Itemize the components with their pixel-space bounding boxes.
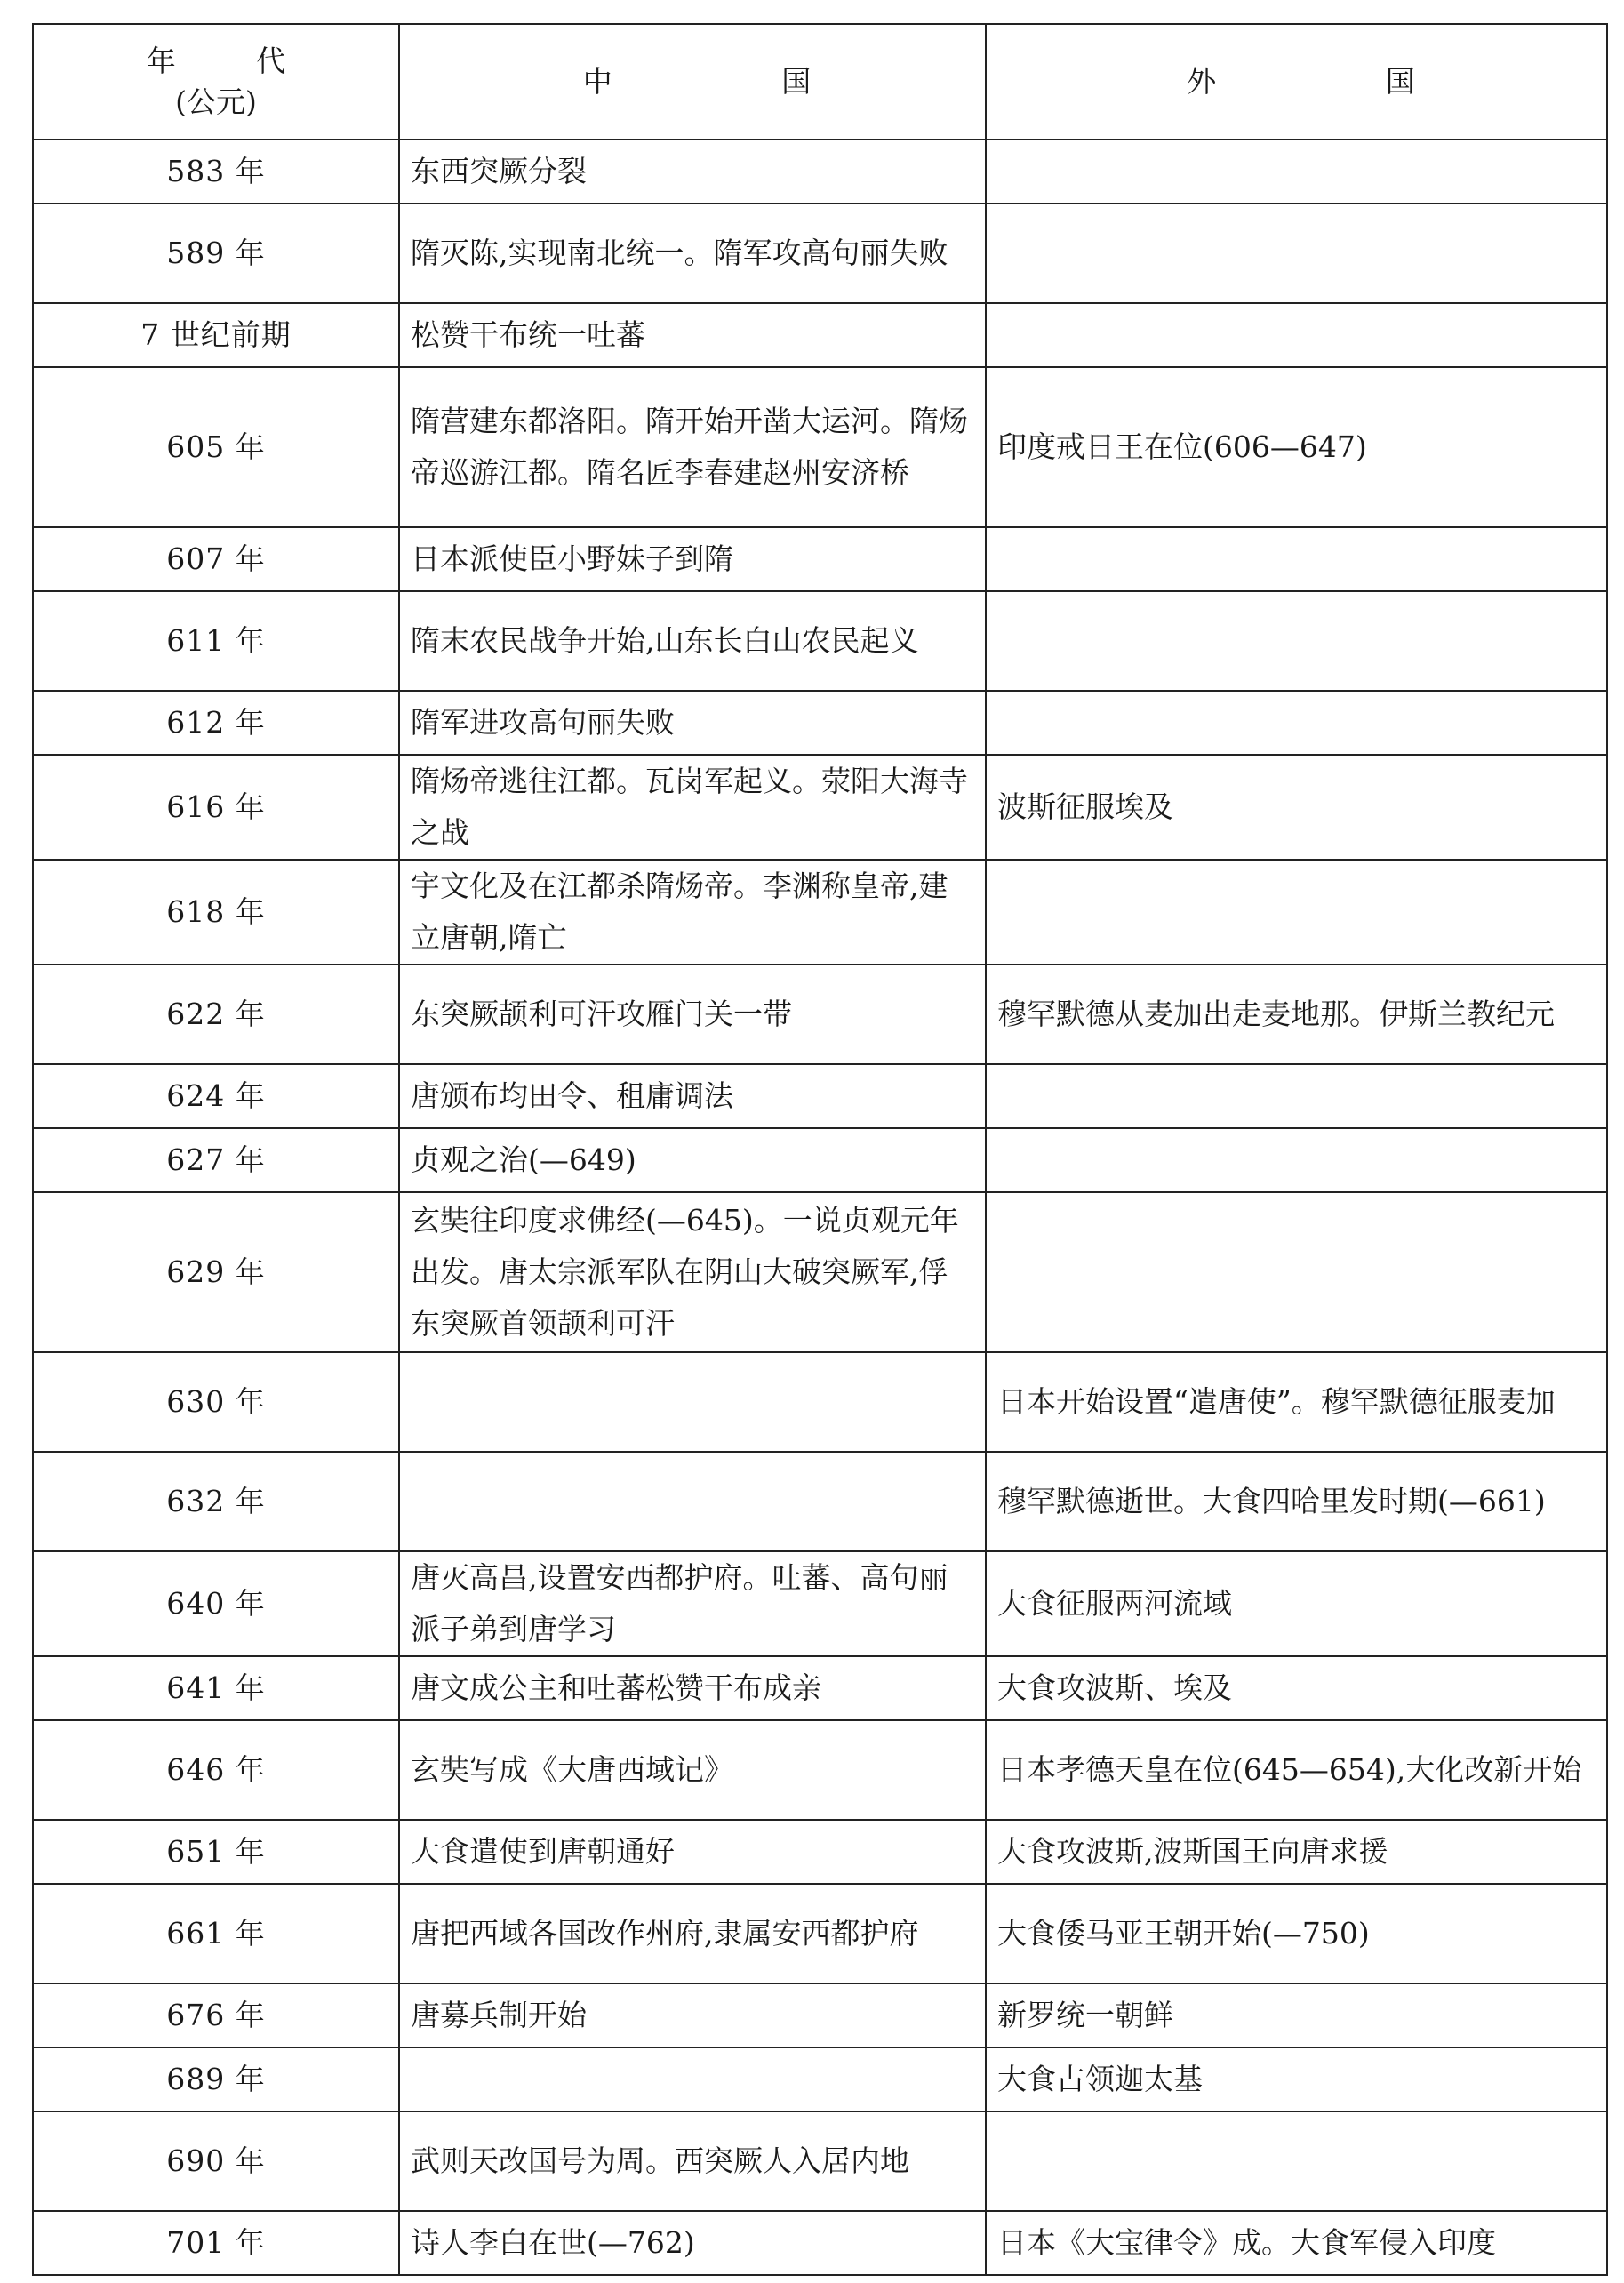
cell-year: 676 年 <box>33 1983 399 2047</box>
cell-china: 唐文成公主和吐蕃松赞干布成亲 <box>399 1656 986 1720</box>
cell-china: 宇文化及在江都杀隋炀帝。李渊称皇帝,建立唐朝,隋亡 <box>399 860 986 965</box>
table-row <box>33 1820 1607 1884</box>
table-row <box>33 591 1607 691</box>
cell-foreign: 穆罕默德逝世。大食四哈里发时期(—661) <box>986 1452 1607 1551</box>
table-row <box>33 965 1607 1064</box>
cell-foreign: 穆罕默德从麦加出走麦地那。伊斯兰教纪元 <box>986 965 1607 1064</box>
cell-china: 唐募兵制开始 <box>399 1983 986 2047</box>
cell-year: 640 年 <box>33 1551 399 1656</box>
table-row <box>33 1720 1607 1820</box>
header-year-line1: 年 代 <box>146 44 322 78</box>
cell-year: 622 年 <box>33 965 399 1064</box>
cell-foreign: 新罗统一朝鲜 <box>986 1983 1607 2047</box>
cell-china: 武则天改国号为周。西突厥人入居内地 <box>399 2111 986 2211</box>
cell-year: 589 年 <box>33 204 399 303</box>
cell-year: 611 年 <box>33 591 399 691</box>
cell-china: 东突厥颉利可汗攻雁门关一带 <box>399 965 986 1064</box>
table-row <box>33 140 1607 204</box>
cell-china <box>399 1452 986 1551</box>
cell-china: 隋营建东都洛阳。隋开始开凿大运河。隋炀帝巡游江都。隋名匠李春建赵州安济桥 <box>399 367 986 527</box>
chronology-table <box>32 23 1608 2276</box>
cell-year: 627 年 <box>33 1128 399 1192</box>
cell-foreign: 日本《大宝律令》成。大食军侵入印度 <box>986 2211 1607 2275</box>
table-row <box>33 1551 1607 1656</box>
table-row <box>33 1352 1607 1452</box>
cell-year: 7 世纪前期 <box>33 303 399 367</box>
cell-foreign <box>986 303 1607 367</box>
cell-year: 632 年 <box>33 1452 399 1551</box>
table-row <box>33 1656 1607 1720</box>
cell-foreign <box>986 1192 1607 1352</box>
cell-china: 隋末农民战争开始,山东长白山农民起义 <box>399 591 986 691</box>
cell-year: 616 年 <box>33 755 399 860</box>
cell-foreign <box>986 691 1607 755</box>
table-row <box>33 204 1607 303</box>
cell-year: 641 年 <box>33 1656 399 1720</box>
table-row <box>33 1128 1607 1192</box>
cell-year: 690 年 <box>33 2111 399 2211</box>
cell-foreign: 波斯征服埃及 <box>986 755 1607 860</box>
cell-foreign: 大食占领迦太基 <box>986 2047 1607 2111</box>
table-row <box>33 527 1607 591</box>
table-row <box>33 755 1607 860</box>
cell-china: 诗人李白在世(—762) <box>399 2211 986 2275</box>
cell-foreign: 大食攻波斯、埃及 <box>986 1656 1607 1720</box>
cell-china: 东西突厥分裂 <box>399 140 986 204</box>
cell-china <box>399 1352 986 1452</box>
cell-china: 玄奘写成《大唐西域记》 <box>399 1720 986 1820</box>
cell-year: 607 年 <box>33 527 399 591</box>
cell-foreign <box>986 140 1607 204</box>
cell-year: 583 年 <box>33 140 399 204</box>
cell-foreign <box>986 527 1607 591</box>
cell-china: 贞观之治(—649) <box>399 1128 986 1192</box>
cell-foreign: 大食征服两河流域 <box>986 1551 1607 1656</box>
cell-china: 玄奘往印度求佛经(—645)。一说贞观元年出发。唐太宗派军队在阴山大破突厥军,俘东突厥首领颉利可汗 <box>399 1192 986 1352</box>
cell-china: 大食遣使到唐朝通好 <box>399 1820 986 1884</box>
cell-china: 唐颁布均田令、租庸调法 <box>399 1064 986 1128</box>
cell-foreign <box>986 860 1607 965</box>
cell-foreign <box>986 591 1607 691</box>
cell-year: 629 年 <box>33 1192 399 1352</box>
header-china: 中 国 <box>399 24 986 140</box>
cell-foreign <box>986 1128 1607 1192</box>
cell-china: 隋灭陈,实现南北统一。隋军攻高句丽失败 <box>399 204 986 303</box>
cell-year: 612 年 <box>33 691 399 755</box>
cell-foreign: 日本孝德天皇在位(645—654),大化改新开始 <box>986 1720 1607 1820</box>
cell-china <box>399 2047 986 2111</box>
cell-year: 689 年 <box>33 2047 399 2111</box>
table-row <box>33 860 1607 965</box>
cell-year: 630 年 <box>33 1352 399 1452</box>
table-row <box>33 303 1607 367</box>
cell-year: 618 年 <box>33 860 399 965</box>
cell-foreign: 大食攻波斯,波斯国王向唐求援 <box>986 1820 1607 1884</box>
cell-china: 日本派使臣小野妹子到隋 <box>399 527 986 591</box>
header-foreign: 外 国 <box>986 24 1607 140</box>
table-body <box>33 140 1607 2275</box>
table-row <box>33 367 1607 527</box>
cell-china: 隋军进攻高句丽失败 <box>399 691 986 755</box>
header-year <box>33 24 399 140</box>
cell-foreign: 大食倭马亚王朝开始(—750) <box>986 1884 1607 1983</box>
cell-foreign: 印度戒日王在位(606—647) <box>986 367 1607 527</box>
cell-year: 624 年 <box>33 1064 399 1128</box>
cell-year: 605 年 <box>33 367 399 527</box>
cell-foreign <box>986 1064 1607 1128</box>
table-row <box>33 691 1607 755</box>
cell-year: 701 年 <box>33 2211 399 2275</box>
cell-foreign <box>986 2111 1607 2211</box>
table-row <box>33 2047 1607 2111</box>
table-row <box>33 1064 1607 1128</box>
cell-china: 唐把西域各国改作州府,隶属安西都护府 <box>399 1884 986 1983</box>
cell-year: 646 年 <box>33 1720 399 1820</box>
table-row <box>33 1884 1607 1983</box>
table-row <box>33 1452 1607 1551</box>
table-row <box>33 1983 1607 2047</box>
cell-year: 661 年 <box>33 1884 399 1983</box>
header-row <box>33 24 1607 140</box>
cell-china: 松赞干布统一吐蕃 <box>399 303 986 367</box>
table-row <box>33 1192 1607 1352</box>
cell-china: 隋炀帝逃往江都。瓦岗军起义。荥阳大海寺之战 <box>399 755 986 860</box>
header-year-line2: (公元) <box>175 84 257 119</box>
table-row <box>33 2211 1607 2275</box>
cell-foreign: 日本开始设置“遣唐使”。穆罕默德征服麦加 <box>986 1352 1607 1452</box>
cell-china: 唐灭高昌,设置安西都护府。吐蕃、高句丽派子弟到唐学习 <box>399 1551 986 1656</box>
table-row <box>33 2111 1607 2211</box>
cell-year: 651 年 <box>33 1820 399 1884</box>
cell-foreign <box>986 204 1607 303</box>
